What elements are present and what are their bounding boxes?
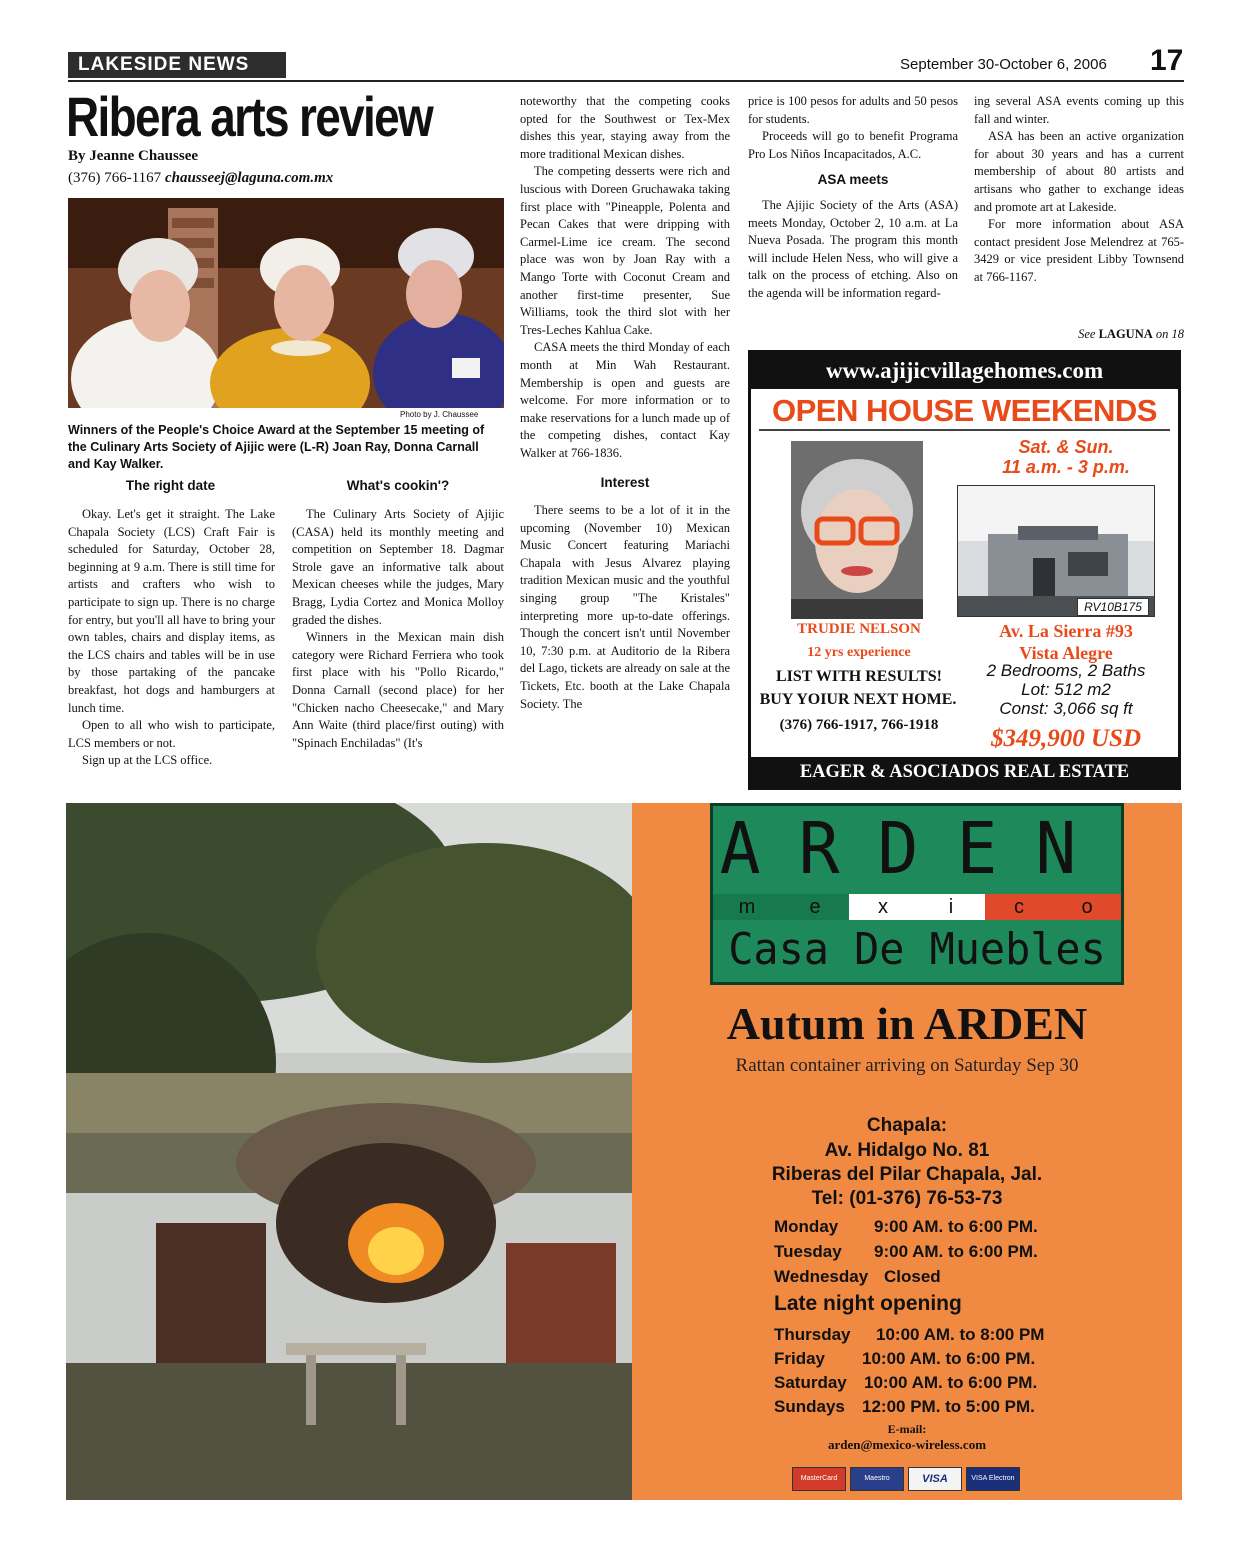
open-hours: 11 a.m. - 3 p.m. <box>1002 457 1130 477</box>
paragraph: Open to all who wish to participate, LCS members or not. <box>68 718 275 750</box>
fireplace-photo <box>66 803 632 1500</box>
arden-late-night: Late night opening <box>774 1292 962 1315</box>
realestate-company: EAGER & ASOCIADOS REAL ESTATE <box>751 757 1178 787</box>
jump-page: on 18 <box>1155 327 1184 341</box>
paragraph: Sign up at the LCS office. <box>82 753 213 768</box>
hours-row <box>774 1264 1038 1289</box>
paragraph: The competing desserts were rich and luscious with Doreen Gruchawaka taking first place with "Pineapple, Polenta and Pecan Cakes that were dripping with Carmel-Lime ice cream. The second place was won by Joan Ray with a Mango Torte with Coconut Cream and another first-time presenter, Sue Williams, took the third slot with her Tres-Leches Kahlua Cake. <box>520 164 730 337</box>
ad-open-house-title: OPEN HOUSE WEEKENDS <box>772 393 1157 428</box>
photo-caption: Winners of the People's Choice Award at the September 15 meeting of the Culinary Arts Society of Ajijic were (L-R) Joan Ray, Donna Carnall and Kay Walker. <box>68 423 485 471</box>
page-number: 17 <box>1150 44 1184 77</box>
article-column-1 <box>68 506 275 770</box>
arden-subheadline: Rattan container arriving on Saturday Sep 30 <box>735 1055 1079 1076</box>
hours-day: Friday <box>774 1349 826 1368</box>
paragraph: CASA meets the third Monday of each month at Min Wah Restaurant. Membership is open and guests are welcome. For more information or to make reservations for a lunch made up of the competing dishes, contact Kay Walker at 766-1836. <box>520 340 730 460</box>
byline: By Jeanne Chaussee <box>68 148 199 164</box>
listing-price: $349,900 USD <box>990 725 1141 752</box>
subhead-right-date: The right date <box>125 478 216 493</box>
subhead-asa-meets: ASA meets <box>817 172 889 188</box>
arden-ad[interactable] <box>632 803 1182 1500</box>
issue-date: September 30-October 6, 2006 <box>900 56 1107 73</box>
hours-day: Thursday <box>774 1325 851 1344</box>
hours-row <box>774 1323 1044 1347</box>
hours-row <box>774 1239 1038 1264</box>
hours-day: Monday <box>774 1217 839 1236</box>
arden-logo-mexico-bar <box>713 894 1121 920</box>
arden-headline: Autum in ARDEN <box>726 998 1088 1049</box>
logo-letter: e <box>781 894 849 920</box>
logo-letter: m <box>713 894 781 920</box>
paragraph: There seems to be a lot of it in the upcoming (November 10) Mexican Music Concert featuring Mariachi Chapala with Jesus Alvarez playing tradition Mexican music and the youthful singing group "The Kristales" interpreting more up-to-date offerings. Though the concert isn't until November 10, 7:30 p.m. at Auditorio de la Ribera del Lago, tickets are already on sale at the Tickets, Etc. booth at the Lake Chapala Society. The <box>520 503 730 711</box>
agent-experience: 12 yrs experience <box>807 645 911 660</box>
winners-photo <box>68 198 504 408</box>
listing-code: RV10B175 <box>1077 598 1149 616</box>
arden-hours-weekday <box>774 1214 1038 1289</box>
article-column-4 <box>748 93 958 303</box>
section-tag: LAKESIDE NEWS <box>68 52 286 78</box>
arden-street: Av. Hidalgo No. 81 <box>824 1140 990 1161</box>
hours-row <box>774 1371 1044 1395</box>
author-phone: (376) 766-1167 <box>68 170 162 186</box>
subhead-whats-cookin: What's cookin'? <box>346 478 450 493</box>
hours-row <box>774 1347 1044 1371</box>
article-headline: Ribera arts review <box>66 85 433 148</box>
hours-time: 10:00 AM. to 8:00 PM <box>876 1325 1045 1344</box>
arden-hours-late <box>774 1323 1044 1419</box>
listing-neighborhood: Vista Alegre <box>1019 643 1113 663</box>
jump-target: LAGUNA <box>1098 327 1153 341</box>
paragraph: ing several ASA events coming up this fall and winter. <box>974 94 1184 126</box>
hours-time: 9:00 AM. to 6:00 PM. <box>874 1242 1038 1261</box>
realestate-ad[interactable] <box>748 350 1181 790</box>
header-rule <box>68 80 1184 82</box>
ad-divider <box>759 429 1170 431</box>
paragraph: Proceeds will go to benefit Programa Pro Los Niños Incapacitados, A.C. <box>748 129 958 161</box>
arden-email[interactable]: arden@mexico-wireless.com <box>827 1437 987 1452</box>
listing-construction: Const: 3,066 sq ft <box>999 699 1133 718</box>
paragraph: Okay. Let's get it straight. The Lake Chapala Society (LCS) Craft Fair is scheduled for Saturday, October 28, beginning at 9 a.m. There is still time for artists and crafters who wish to participate to sign up. There is no charge for entry, but you'll all have to bring your own tables, chairs and display items, as the LCS chairs and tables will be in use by those partaking of the pancake breakfast, hot dogs and hamburgers at lunch time. <box>68 507 275 715</box>
visa-icon: VISA <box>908 1467 962 1491</box>
paragraph: For more information about ASA contact president Jose Melendrez at 765-3429 or vice president Libby Townsend at 766-1167. <box>974 217 1184 284</box>
ad-website-url[interactable]: www.ajijicvillagehomes.com <box>751 353 1178 389</box>
author-email[interactable]: chausseej@laguna.com.mx <box>164 170 334 186</box>
maestro-icon: Maestro <box>850 1467 904 1491</box>
slogan-list: LIST WITH RESULTS! <box>775 668 942 685</box>
listing-rooms: 2 Bedrooms, 2 Baths <box>986 661 1146 680</box>
visa-electron-icon: VISA Electron <box>966 1467 1020 1491</box>
arden-logo-tagline: Casa De Muebles <box>728 924 1106 975</box>
paragraph: The Culinary Arts Society of Ajijic (CASA) held its monthly meeting and competition on September 18. Dagmar Strole gave an informative talk about Mexican cheeses while the judges, Mary Bragg, Lydia Cortez and Monica Molloy graded the dishes. <box>292 507 504 627</box>
agent-name: TRUDIE NELSON <box>797 621 921 637</box>
article-column-5 <box>974 93 1184 287</box>
arden-email-label: E-mail: <box>887 1422 927 1436</box>
arden-logo-brand: ARDEN <box>719 808 1115 891</box>
hours-row <box>774 1395 1044 1419</box>
paragraph: Winners in the Mexican main dish category were Richard Ferriera who took first place with his "Pollo Ricardo," Donna Carnall (second place) for her "Chicken nacho Cheesecake," and Mary Ann Waite (third place/first outing) with "Spinach Enchiladas" (It's <box>292 630 504 750</box>
hours-day: Sundays <box>774 1397 845 1416</box>
agent-photo <box>791 441 923 619</box>
paragraph: noteworthy that the competing cooks opted for the Southwest or Tex-Mex dishes this year, staying away from the more traditional Mexican dishes. <box>520 94 730 161</box>
author-contact <box>68 170 333 187</box>
hours-time: 9:00 AM. to 6:00 PM. <box>874 1217 1038 1236</box>
arden-logo <box>710 803 1124 985</box>
hours-day: Tuesday <box>774 1242 842 1261</box>
slogan-buy: BUY YOIUR NEXT HOME. <box>759 691 957 708</box>
arden-location: Chapala: <box>866 1115 948 1136</box>
hours-time: Closed <box>884 1267 941 1286</box>
paragraph: price is 100 pesos for adults and 50 pesos for students. <box>748 94 958 126</box>
payment-cards <box>792 1467 1022 1491</box>
article-column-2 <box>292 506 504 752</box>
hours-time: 10:00 AM. to 6:00 PM. <box>864 1373 1038 1392</box>
jump-see: See <box>1078 327 1096 341</box>
mastercard-icon: MasterCard <box>792 1467 846 1491</box>
paragraph: ASA has been an active organization for about 30 years and has a current membership of about 80 artists and artisans who gather to exchange ideas and promote art at Lakeside. <box>974 129 1184 214</box>
arden-tel: Tel: (01-376) 76-53-73 <box>811 1188 1003 1209</box>
jump-line[interactable] <box>1040 327 1184 342</box>
logo-letter: x <box>849 894 917 920</box>
logo-letter: i <box>917 894 985 920</box>
arden-city: Riberas del Pilar Chapala, Jal. <box>771 1164 1043 1185</box>
hours-time: 12:00 PM. to 5:00 PM. <box>862 1397 1035 1416</box>
hours-time: 10:00 AM. to 6:00 PM. <box>862 1349 1036 1368</box>
hours-day: Wednesday <box>774 1267 869 1286</box>
logo-letter: o <box>1053 894 1121 920</box>
article-column-3 <box>520 93 730 713</box>
paragraph: The Ajijic Society of the Arts (ASA) meets Monday, October 2, 10 a.m. at La Nueva Posada. The program this month will include Helen Ness, who will give a talk on the process of etching. Also on the agenda will be information regard- <box>748 197 958 300</box>
listing-address: Av. La Sierra #93 <box>999 621 1133 641</box>
logo-letter: c <box>985 894 1053 920</box>
hours-day: Saturday <box>774 1373 847 1392</box>
agent-phones: (376) 766-1917, 766-1918 <box>779 717 939 733</box>
hours-row <box>774 1214 1038 1239</box>
listing-lot: Lot: 512 m2 <box>1021 680 1111 699</box>
open-days: Sat. & Sun. <box>1018 437 1114 457</box>
subhead-interest: Interest <box>600 475 650 491</box>
photo-credit: Photo by J. Chaussee <box>400 410 479 419</box>
